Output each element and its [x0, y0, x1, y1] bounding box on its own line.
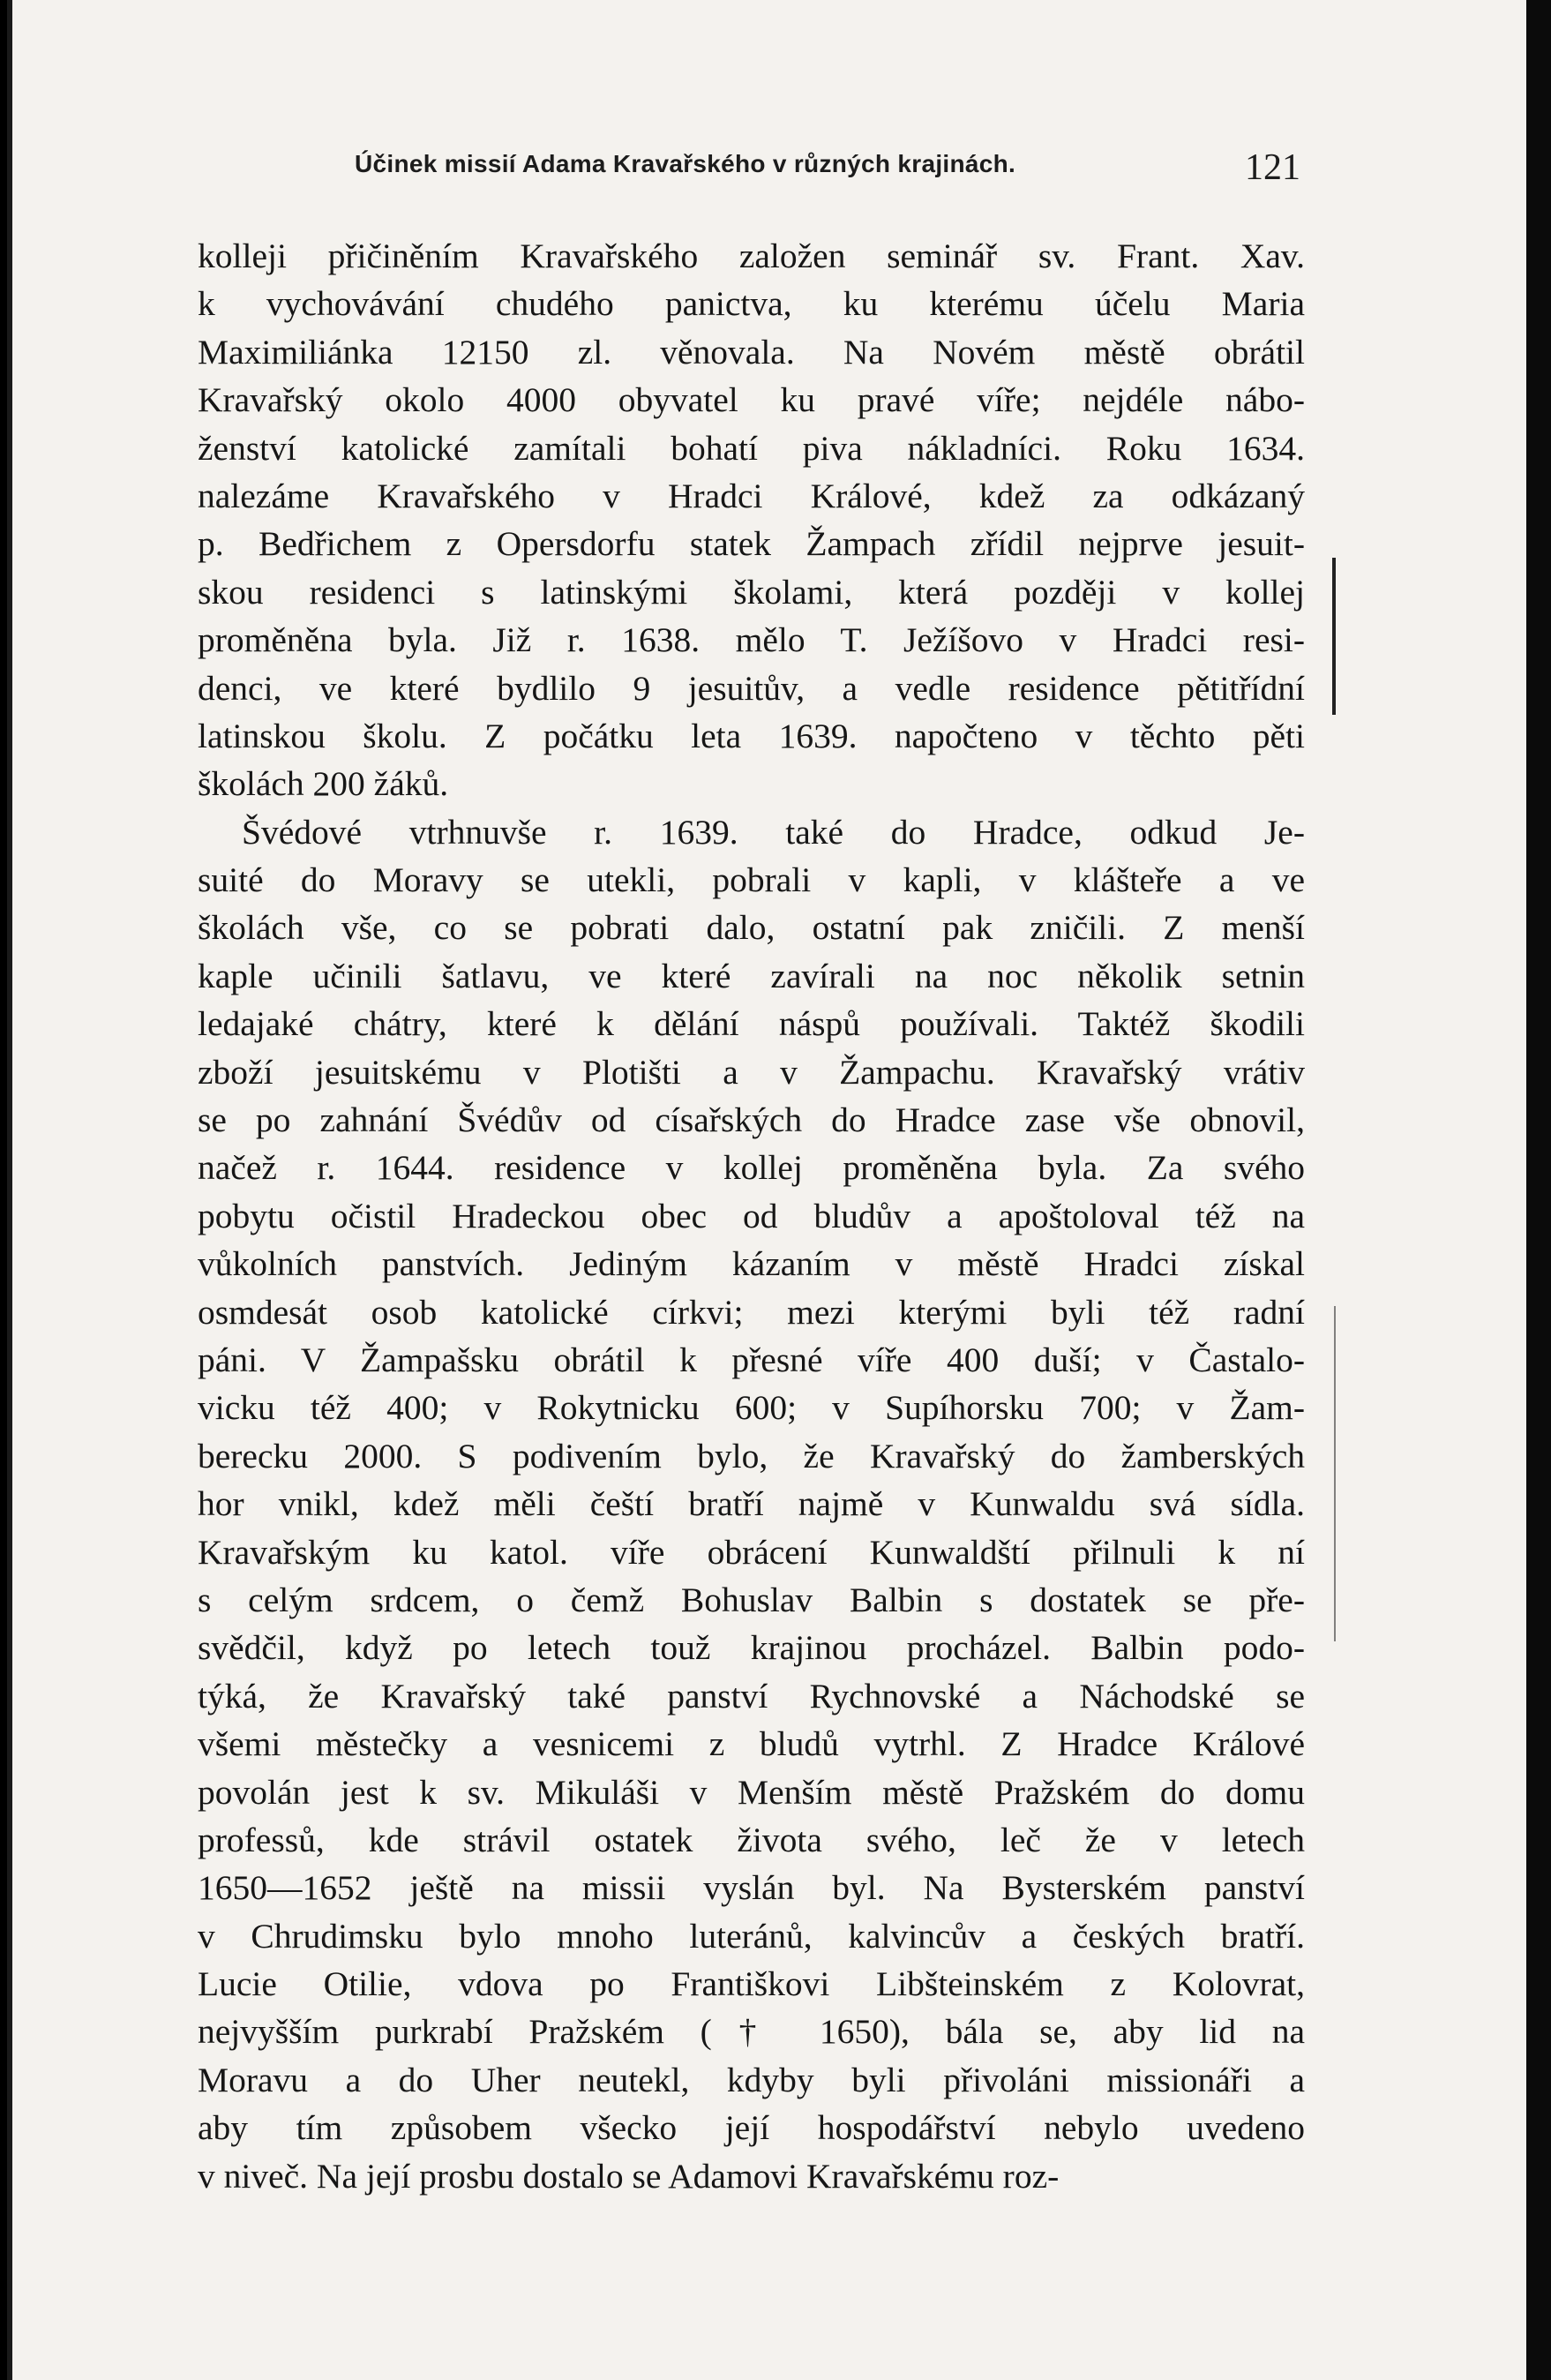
text-line: denci, ve které bydlilo 9 jesuitův, a vedle residence pětitřídní — [198, 668, 1305, 708]
text-line: Kravařský okolo 4000 obyvatel ku pravé víře; nejdéle nábo- — [198, 380, 1305, 420]
text-line: Moravu a do Uher neutekl, kdyby byli přivoláni missionáři a — [198, 2060, 1305, 2099]
text-line: ledajaké chátry, které k dělání náspů používali. Taktéž škodili — [198, 1004, 1305, 1044]
text-line: kolleji přičiněním Kravařského založen seminář sv. Frant. Xav. — [198, 236, 1305, 275]
text-line: berecku 2000. S podivením bylo, že Kravařský do žamberských — [198, 1436, 1305, 1475]
text-line: svědčil, když po letech touž krajinou procházel. Balbin podo- — [198, 1628, 1305, 1668]
text-line: professů, kde strávil ostatek života svého, leč že v letech — [198, 1820, 1305, 1859]
text-line: vůkolních panstvích. Jediným kázaním v městě Hradci získal — [198, 1244, 1305, 1284]
text-line: 1650—1652 ještě na missii vyslán byl. Na Bysterském panství — [198, 1868, 1305, 1908]
text-line: aby tím způsobem všecko její hospodářství nebylo uvedeno — [198, 2108, 1305, 2148]
text-line: nalezáme Kravařského v Hradci Králové, kdež za odkázaný — [198, 476, 1305, 515]
text-line: s celým srdcem, o čemž Bohuslav Balbin s dostatek se pře- — [198, 1580, 1305, 1619]
running-title: Účinek missií Adama Kravařského v různých krajinách. — [355, 150, 1016, 177]
text-line: osmdesát osob katolické církvi; mezi kterými byli též radní — [198, 1292, 1305, 1332]
text-line: pobytu očistil Hradeckou obec od bludův a apoštoloval též na — [198, 1196, 1305, 1235]
text-line: načež r. 1644. residence v kollej proměněna byla. Za svého — [198, 1148, 1305, 1188]
text-line: p. Bedřichem z Opersdorfu statek Žampach zřídil nejprve jesuit- — [198, 524, 1305, 564]
margin-mark-lower — [1334, 1306, 1336, 1641]
text-line: všemi městečky a vesnicemi z bludů vytrhl. Z Hradce Králové — [198, 1724, 1305, 1764]
text-line: hor vnikl, kdež měli čeští bratří najmě v Kunwaldu svá sídla. — [198, 1484, 1305, 1524]
text-line: školách 200 žáků. — [198, 764, 449, 804]
text-line: se po zahnání Švédův od císařských do Hradce zase vše obnovil, — [198, 1100, 1305, 1140]
text-line: týká, že Kravařský také panství Rychnovské a Náchodské se — [198, 1676, 1305, 1716]
text-line: k vychovávání chudého panictva, ku kterému účelu Maria — [198, 284, 1305, 324]
text-line: nejvyšším purkrabí Pražském († 1650), bála se, aby lid na — [198, 2012, 1305, 2052]
text-line: ženství katolické zamítali bohatí piva nákladníci. Roku 1634. — [198, 428, 1305, 468]
text-line: Maximiliánka 12150 zl. věnovala. Na Novém městě obrátil — [198, 332, 1305, 372]
text-line: proměněna byla. Již r. 1638. mělo T. Ježíšovo v Hradci resi- — [198, 620, 1305, 660]
text-line: vicku též 400; v Rokytnicku 600; v Supíhorsku 700; v Žam- — [198, 1388, 1305, 1428]
book-page — [7, 0, 1526, 2380]
text-line: skou residenci s latinskými školami, která později v kollej — [198, 572, 1305, 612]
text-line: páni. V Žampašsku obrátil k přesné víře 400 duší; v Častalo- — [198, 1340, 1305, 1379]
text-line: latinskou školu. Z počátku leta 1639. napočteno v těchto pěti — [198, 716, 1305, 755]
page-number: 121 — [1245, 147, 1300, 188]
text-line: Kravařským ku katol. víře obrácení Kunwaldští přilnuli k ní — [198, 1532, 1305, 1572]
text-line: Lucie Otilie, vdova po Františkovi Libšteinském z Kolovrat, — [198, 1964, 1305, 2004]
text-line: školách vše, co se pobrati dalo, ostatní pak zničili. Z menší — [198, 908, 1305, 948]
text-line: v Chrudimsku bylo mnoho luteránů, kalvincův a českých bratří. — [198, 1916, 1305, 1956]
text-line: povolán jest k sv. Mikuláši v Menším městě Pražském do domu — [198, 1772, 1305, 1812]
body-text — [198, 232, 1305, 2200]
text-line: suité do Moravy se utekli, pobrali v kapli, v klášteře a ve — [198, 860, 1305, 900]
text-line: Švédové vtrhnuvše r. 1639. také do Hradce, odkud Je- — [242, 812, 1305, 852]
text-line: zboží jesuitskému v Plotišti a v Žampachu. Kravařský vrátiv — [198, 1052, 1305, 1092]
text-line: kaple učinili šatlavu, ve které zavírali na noc několik setnin — [198, 956, 1305, 995]
text-line: v niveč. Na její prosbu dostalo se Adamovi Kravařskému roz- — [198, 2156, 1060, 2196]
margin-mark-upper — [1332, 558, 1336, 715]
